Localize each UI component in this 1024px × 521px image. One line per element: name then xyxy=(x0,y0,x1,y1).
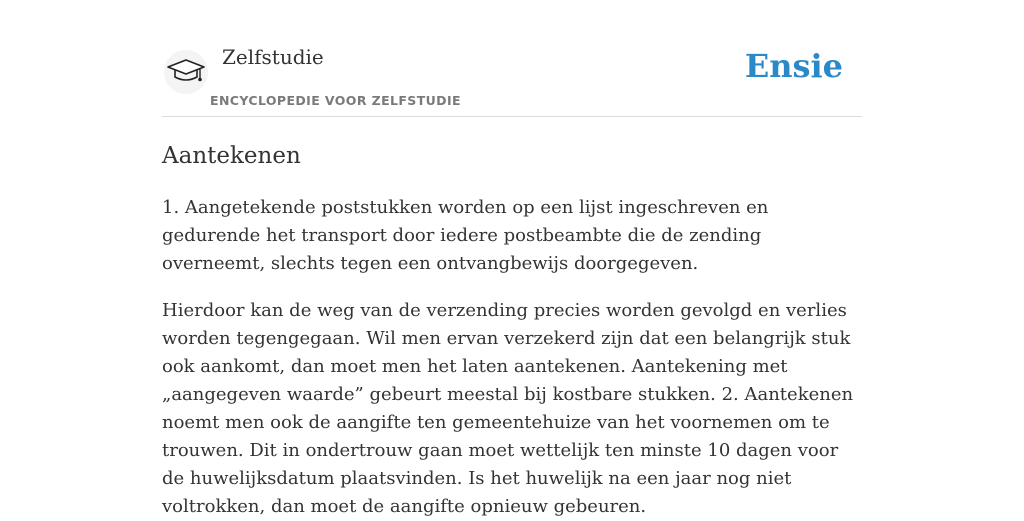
graduation-cap-svg xyxy=(166,56,206,88)
site-title[interactable]: Zelfstudie xyxy=(222,45,324,69)
page xyxy=(162,0,862,517)
page-title: Aantekenen xyxy=(162,143,301,169)
article xyxy=(162,141,862,521)
site-header xyxy=(162,0,862,117)
brand-logo[interactable]: Ensie xyxy=(744,47,843,85)
site-tagline: ENCYCLOPEDIE VOOR ZELFSTUDIE xyxy=(210,93,461,108)
article-paragraph: Hierdoor kan de weg van de verzending precies worden gevolgd en verlies worden tegengegaan. Wil men ervan verzekerd zijn dat een belangrijk stuk ook aankomt, dan moet men het laten aantekenen. Aantekening met „aangegeven waarde” gebeurt meestal bij kostbare stukken. 2. Aantekenen noemt men ook de aangifte ten gemeentehuize van het voornemen om te trouwen. Dit in ondertrouw gaan moet wettelijk ten minste 10 dagen voor de huwelijksdatum plaatsvinden. Is het huwelijk na een jaar nog niet voltrokken, dan moet de aangifte opnieuw gebeuren. xyxy=(162,300,854,517)
article-paragraph: 1. Aangetekende poststukken worden op een lijst ingeschreven en gedurende het transport door iedere postbeambte die de zending overneemt, slechts tegen een ontvangbewijs doorgegeven. xyxy=(162,197,769,274)
graduation-cap-icon[interactable] xyxy=(164,50,208,94)
